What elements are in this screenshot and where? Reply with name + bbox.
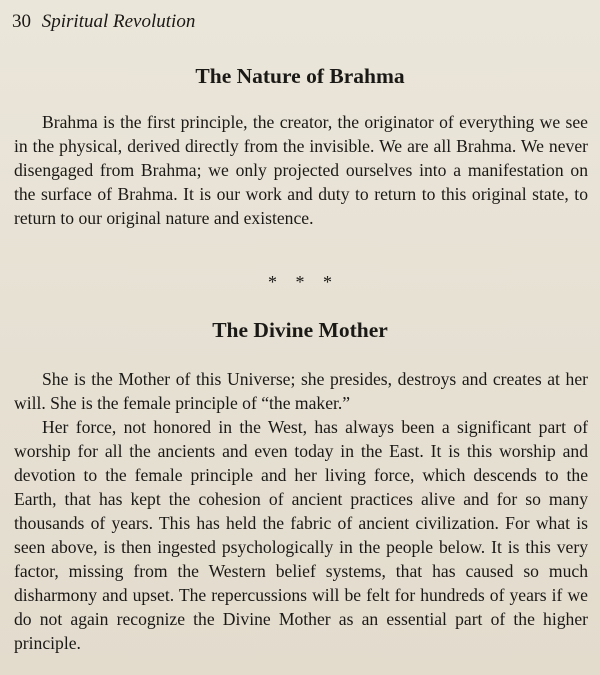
page-number: 30 (12, 11, 31, 32)
running-head (12, 10, 195, 34)
section-body-brahma (14, 110, 588, 230)
paragraph: She is the Mother of this Universe; she presides, destroys and creates at her will. She is the female principle of “the maker.” (14, 369, 588, 413)
section-separator: * * * (268, 272, 332, 292)
section-heading-divine-mother: The Divine Mother (212, 318, 388, 342)
section-body-divine-mother (14, 367, 588, 655)
paragraph: Her force, not honored in the West, has always been a significant part of worship for all the ancients and even today in the East. It is this worship and devotion to the female principle and her living force, which descends to the Earth, that has kept the cohesion of ancient practices alive and for so many thousands of years. This has held the fabric of ancient civilization. For what is seen above, is then ingested psychologically in the people below. It is this very factor, missing from the Western belief systems, that has caused so much disharmony and upset. The repercussions will be felt for hundreds of years if we do not again recognize the Divine Mother as an essential part of the higher principle. (14, 417, 588, 653)
section-heading-brahma: The Nature of Brahma (195, 64, 405, 88)
paragraph: Brahma is the first principle, the creator, the originator of everything we see in the physical, derived directly from the invisible. We are all Brahma. We never disengaged from Brahma; we only projected ourselves into a manifestation on the surface of Brahma. It is our work and duty to return to this original state, to return to our original nature and existence. (14, 112, 588, 228)
book-title: Spiritual Revolution (41, 11, 196, 32)
